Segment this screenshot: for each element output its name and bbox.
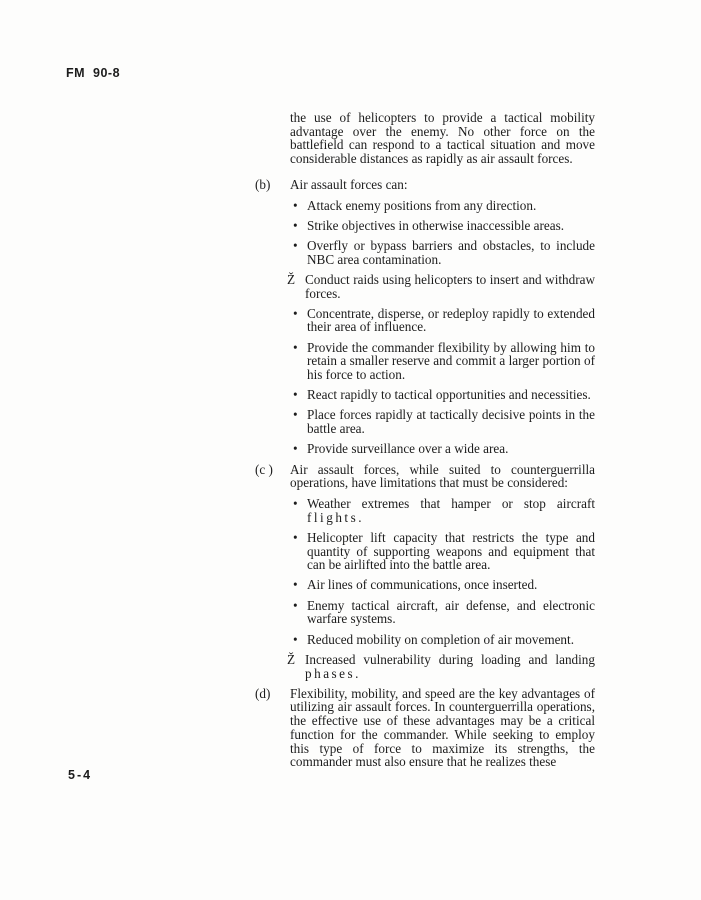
- bullet-text: Provide surveillance over a wide area.: [307, 441, 509, 457]
- bullet-text: Attack enemy positions from any direction.: [307, 197, 537, 213]
- zcaron-bullet-icon: Ž: [287, 651, 296, 667]
- list-item: [293, 307, 595, 334]
- list-item: [293, 341, 595, 382]
- bullet-icon: •: [293, 197, 298, 213]
- bullet-icon: •: [293, 441, 298, 457]
- letterspaced-word: phases.: [305, 665, 361, 681]
- section-label: (d): [255, 685, 271, 701]
- section-text: Air assault forces can:: [290, 176, 408, 192]
- bullet-icon: •: [293, 407, 298, 423]
- bullet-icon: •: [293, 237, 298, 253]
- list-item: [293, 442, 595, 456]
- sections-container: [255, 178, 595, 769]
- list-item: [293, 388, 595, 402]
- section-head: [255, 687, 595, 769]
- section-head: [255, 463, 595, 490]
- page-header: FM 90-8: [66, 66, 121, 80]
- section-d: [255, 687, 595, 769]
- bullet-icon: •: [293, 339, 298, 355]
- bullet-text: Reduced mobility on completion of air movement.: [307, 631, 574, 647]
- list-item: [287, 651, 595, 681]
- bullet-icon: •: [293, 529, 298, 545]
- list-item: [293, 219, 595, 233]
- list-item: [293, 497, 595, 524]
- bullet-text: React rapidly to tactical opportunities and necessities.: [307, 387, 591, 403]
- list-item: [293, 239, 595, 266]
- bullet-text: Weather extremes that hamper or stop aircraft flights.: [307, 495, 595, 525]
- section-label: (c ): [255, 461, 273, 477]
- intro-paragraph: the use of helicopters to provide a tactical mobility advantage over the enemy. No other force on the battlefield can respond to a tactical situation and move considerable distances as rapidly as air assault forces.: [290, 110, 595, 167]
- bullet-text: Helicopter lift capacity that restricts the type and quantity of supporting weapons and equipment that can be airlifted into the battle area.: [307, 529, 595, 573]
- section-head: [255, 178, 595, 192]
- bullet-text: Strike objectives in otherwise inaccessible areas.: [307, 217, 565, 233]
- list-item: [287, 271, 595, 301]
- list-item: [293, 578, 595, 592]
- bullet-text: Conduct raids using helicopters to insert and withdraw forces.: [305, 271, 595, 301]
- letterspaced-word: flights.: [307, 509, 364, 525]
- bullet-icon: •: [293, 305, 298, 321]
- zcaron-bullet-icon: Ž: [287, 271, 296, 287]
- list-item: [293, 531, 595, 572]
- bullet-icon: •: [293, 631, 298, 647]
- bullet-text: Concentrate, disperse, or redeploy rapidly to extended their area of influence.: [307, 305, 595, 335]
- bullet-text: Increased vulnerability during loading and landing phases.: [305, 651, 595, 681]
- list-item: [293, 599, 595, 626]
- section-b: [255, 178, 595, 456]
- section-text: Flexibility, mobility, and speed are the key advantages of utilizing air assault forces. In counterguerrilla operations, the effective use of these advantages may be a critical function for the commander. While seeking to employ this type of force to maximize its strengths, the commander must also ensure that he realizes these: [290, 685, 595, 770]
- bullet-text: Enemy tactical aircraft, air defense, and electronic warfare systems.: [307, 597, 595, 627]
- bullet-text: Provide the commander flexibility by allowing him to retain a smaller reserve and commit a larger portion of his force to action.: [307, 339, 595, 383]
- section-label: (b): [255, 176, 271, 192]
- list-item: [293, 199, 595, 213]
- bullet-icon: •: [293, 597, 298, 613]
- body-column: [255, 111, 595, 776]
- bullet-text: Overfly or bypass barriers and obstacles, to include NBC area contamination.: [307, 237, 595, 267]
- list-item: [293, 408, 595, 435]
- bullet-icon: •: [293, 577, 298, 593]
- bullet-icon: •: [293, 217, 298, 233]
- bullet-text: Air lines of communications, once inserted.: [307, 577, 538, 593]
- bullet-icon: •: [293, 387, 298, 403]
- section-c: [255, 463, 595, 681]
- section-text: Air assault forces, while suited to counterguerrilla operations, have limitations that must be considered:: [290, 461, 595, 491]
- bullet-icon: •: [293, 495, 298, 511]
- bullet-text: Place forces rapidly at tactically decisive points in the battle area.: [307, 407, 595, 437]
- list-item: [293, 633, 595, 647]
- page-number: 5-4: [68, 768, 93, 782]
